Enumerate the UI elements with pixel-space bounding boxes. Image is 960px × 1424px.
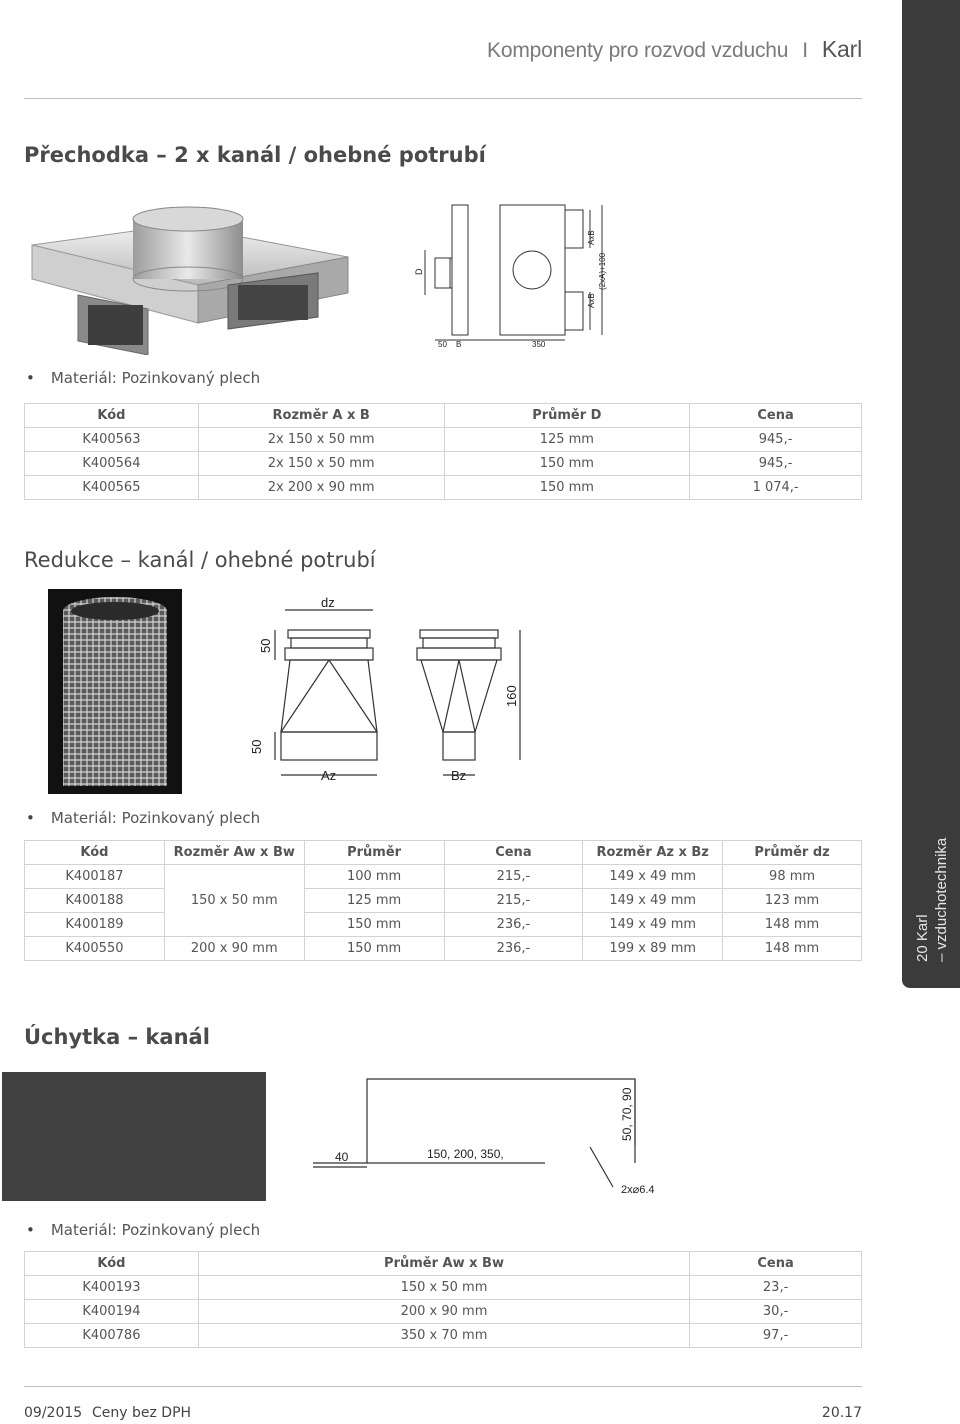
- material-note-3: • Materiál: Pozinkovaný plech: [26, 1221, 260, 1239]
- cell-price: 945,-: [690, 428, 862, 452]
- cell-price: 97,-: [690, 1324, 862, 1348]
- material-note-1: • Materiál: Pozinkovaný plech: [26, 369, 260, 387]
- cell-size: 350 x 70 mm: [198, 1324, 689, 1348]
- cell-size-az-bz: 149 x 49 mm: [583, 913, 723, 937]
- cell-size: 2x 150 x 50 mm: [198, 452, 444, 476]
- header-title: Komponenty pro rozvod vzduchu: [487, 39, 789, 62]
- table-row: [25, 889, 862, 913]
- table-header-row: [25, 404, 862, 428]
- header-separator: I: [802, 39, 808, 62]
- cell-code: K400786: [25, 1324, 199, 1348]
- column-header: Kód: [25, 1252, 199, 1276]
- chapter-label-line2: – vzduchotechnika: [933, 837, 950, 962]
- page-header: [24, 30, 862, 99]
- product-photo-uchytka: [2, 1072, 266, 1201]
- table-row: [25, 452, 862, 476]
- table-row: [25, 428, 862, 452]
- column-header: Průměr Aw x Bw: [198, 1252, 689, 1276]
- label-dim-b: B: [456, 340, 462, 349]
- cell-code: K400193: [25, 1276, 199, 1300]
- chapter-label-line1: 20 Karl: [914, 914, 931, 962]
- cell-diameter: 125 mm: [444, 428, 690, 452]
- cell-diameter-dz: 123 mm: [723, 889, 862, 913]
- cell-diameter: 100 mm: [304, 865, 444, 889]
- product-photo-prechodka: [28, 205, 358, 355]
- cell-price: 236,-: [444, 913, 583, 937]
- cell-size-az-bz: 149 x 49 mm: [583, 889, 723, 913]
- column-header: Rozměr A x B: [198, 404, 444, 428]
- label-az: Az: [321, 768, 337, 783]
- label-height-50-bottom: 50: [249, 739, 264, 754]
- technical-drawing-uchytka: [305, 1075, 665, 1200]
- column-header: Cena: [690, 1252, 862, 1276]
- cell-diameter: 125 mm: [304, 889, 444, 913]
- cell-price: 1 074,-: [690, 476, 862, 500]
- cell-diameter-dz: 98 mm: [723, 865, 862, 889]
- section-title-uchytka: Úchytka – kanál: [24, 1025, 210, 1049]
- label-axb-top: AxB: [587, 230, 596, 245]
- label-holes: 2x⌀6.4: [621, 1184, 655, 1196]
- cell-size-aw-bw: 200 x 90 mm: [164, 937, 304, 961]
- label-heights: 50, 70, 90: [620, 1087, 634, 1141]
- label-bz: Bz: [451, 768, 467, 783]
- technical-drawing-redukce: [245, 590, 530, 790]
- cell-diameter: 150 mm: [444, 476, 690, 500]
- cell-code: K400563: [25, 428, 199, 452]
- cell-code: K400550: [25, 937, 165, 961]
- label-total-length: (2xA)+100: [598, 252, 607, 290]
- cell-price: 30,-: [690, 1300, 862, 1324]
- cell-code: K400187: [25, 865, 165, 889]
- label-height-160: 160: [504, 685, 519, 707]
- cell-diameter: 150 mm: [304, 937, 444, 961]
- cell-size: 200 x 90 mm: [198, 1300, 689, 1324]
- label-axb-bottom: AxB: [587, 293, 596, 308]
- header-brand: Karl: [821, 36, 862, 62]
- column-header: Cena: [690, 404, 862, 428]
- footer-date: 09/2015: [24, 1405, 83, 1421]
- cell-code: K400564: [25, 452, 199, 476]
- page-footer: [24, 1386, 862, 1424]
- column-header: Průměr dz: [723, 841, 862, 865]
- table-row: [25, 865, 862, 889]
- cell-size-az-bz: 149 x 49 mm: [583, 865, 723, 889]
- cell-price: 945,-: [690, 452, 862, 476]
- section-title-prechodka: Přechodka – 2 x kanál / ohebné potrubí: [24, 143, 486, 167]
- column-header: Průměr D: [444, 404, 690, 428]
- table-header-row: [25, 841, 862, 865]
- material-note-2: • Materiál: Pozinkovaný plech: [26, 809, 260, 827]
- footer-note: Ceny bez DPH: [92, 1405, 192, 1421]
- label-dim-50: 50: [438, 340, 447, 349]
- label-widths: 150, 200, 350,: [427, 1147, 504, 1161]
- cell-code: K400189: [25, 913, 165, 937]
- product-table-redukce: [24, 840, 862, 961]
- column-header: Rozměr Aw x Bw: [164, 841, 304, 865]
- cell-diameter-dz: 148 mm: [723, 913, 862, 937]
- header-title-line: [487, 36, 862, 63]
- table-row: [25, 1300, 862, 1324]
- product-table-prechodka: [24, 403, 862, 500]
- column-header: Kód: [25, 841, 165, 865]
- cell-price: 215,-: [444, 889, 583, 913]
- label-d: D: [414, 268, 424, 275]
- label-dim-350: 350: [532, 340, 546, 349]
- cell-code: K400565: [25, 476, 199, 500]
- column-header: Průměr: [304, 841, 444, 865]
- column-header: Cena: [444, 841, 583, 865]
- table-row: [25, 1324, 862, 1348]
- chapter-label: [915, 782, 955, 962]
- cell-code: K400188: [25, 889, 165, 913]
- column-header: Kód: [25, 404, 199, 428]
- column-header: Rozměr Az x Bz: [583, 841, 723, 865]
- table-row: [25, 913, 862, 937]
- table-row: [25, 1276, 862, 1300]
- product-photo-redukce: [48, 589, 182, 794]
- cell-size: 2x 200 x 90 mm: [198, 476, 444, 500]
- cell-price: 23,-: [690, 1276, 862, 1300]
- table-row: [25, 476, 862, 500]
- section-title-redukce: Redukce – kanál / ohebné potrubí: [24, 548, 376, 572]
- cell-price: 215,-: [444, 865, 583, 889]
- cell-price: 236,-: [444, 937, 583, 961]
- chapter-side-tab: [902, 0, 960, 988]
- cell-size-az-bz: 199 x 89 mm: [583, 937, 723, 961]
- technical-drawing-prechodka: [405, 200, 615, 350]
- label-dz: dz: [321, 595, 335, 610]
- label-dim-40: 40: [335, 1150, 349, 1164]
- table-header-row: [25, 1252, 862, 1276]
- cell-code: K400194: [25, 1300, 199, 1324]
- product-table-uchytka: [24, 1251, 862, 1348]
- page-number: 20.17: [821, 1405, 862, 1421]
- cell-size: 150 x 50 mm: [198, 1276, 689, 1300]
- label-height-50-top: 50: [258, 638, 273, 653]
- table-row: [25, 937, 862, 961]
- cell-diameter: 150 mm: [304, 913, 444, 937]
- cell-size-aw-bw: 150 x 50 mm: [164, 865, 304, 937]
- cell-diameter-dz: 148 mm: [723, 937, 862, 961]
- cell-diameter: 150 mm: [444, 452, 690, 476]
- cell-size: 2x 150 x 50 mm: [198, 428, 444, 452]
